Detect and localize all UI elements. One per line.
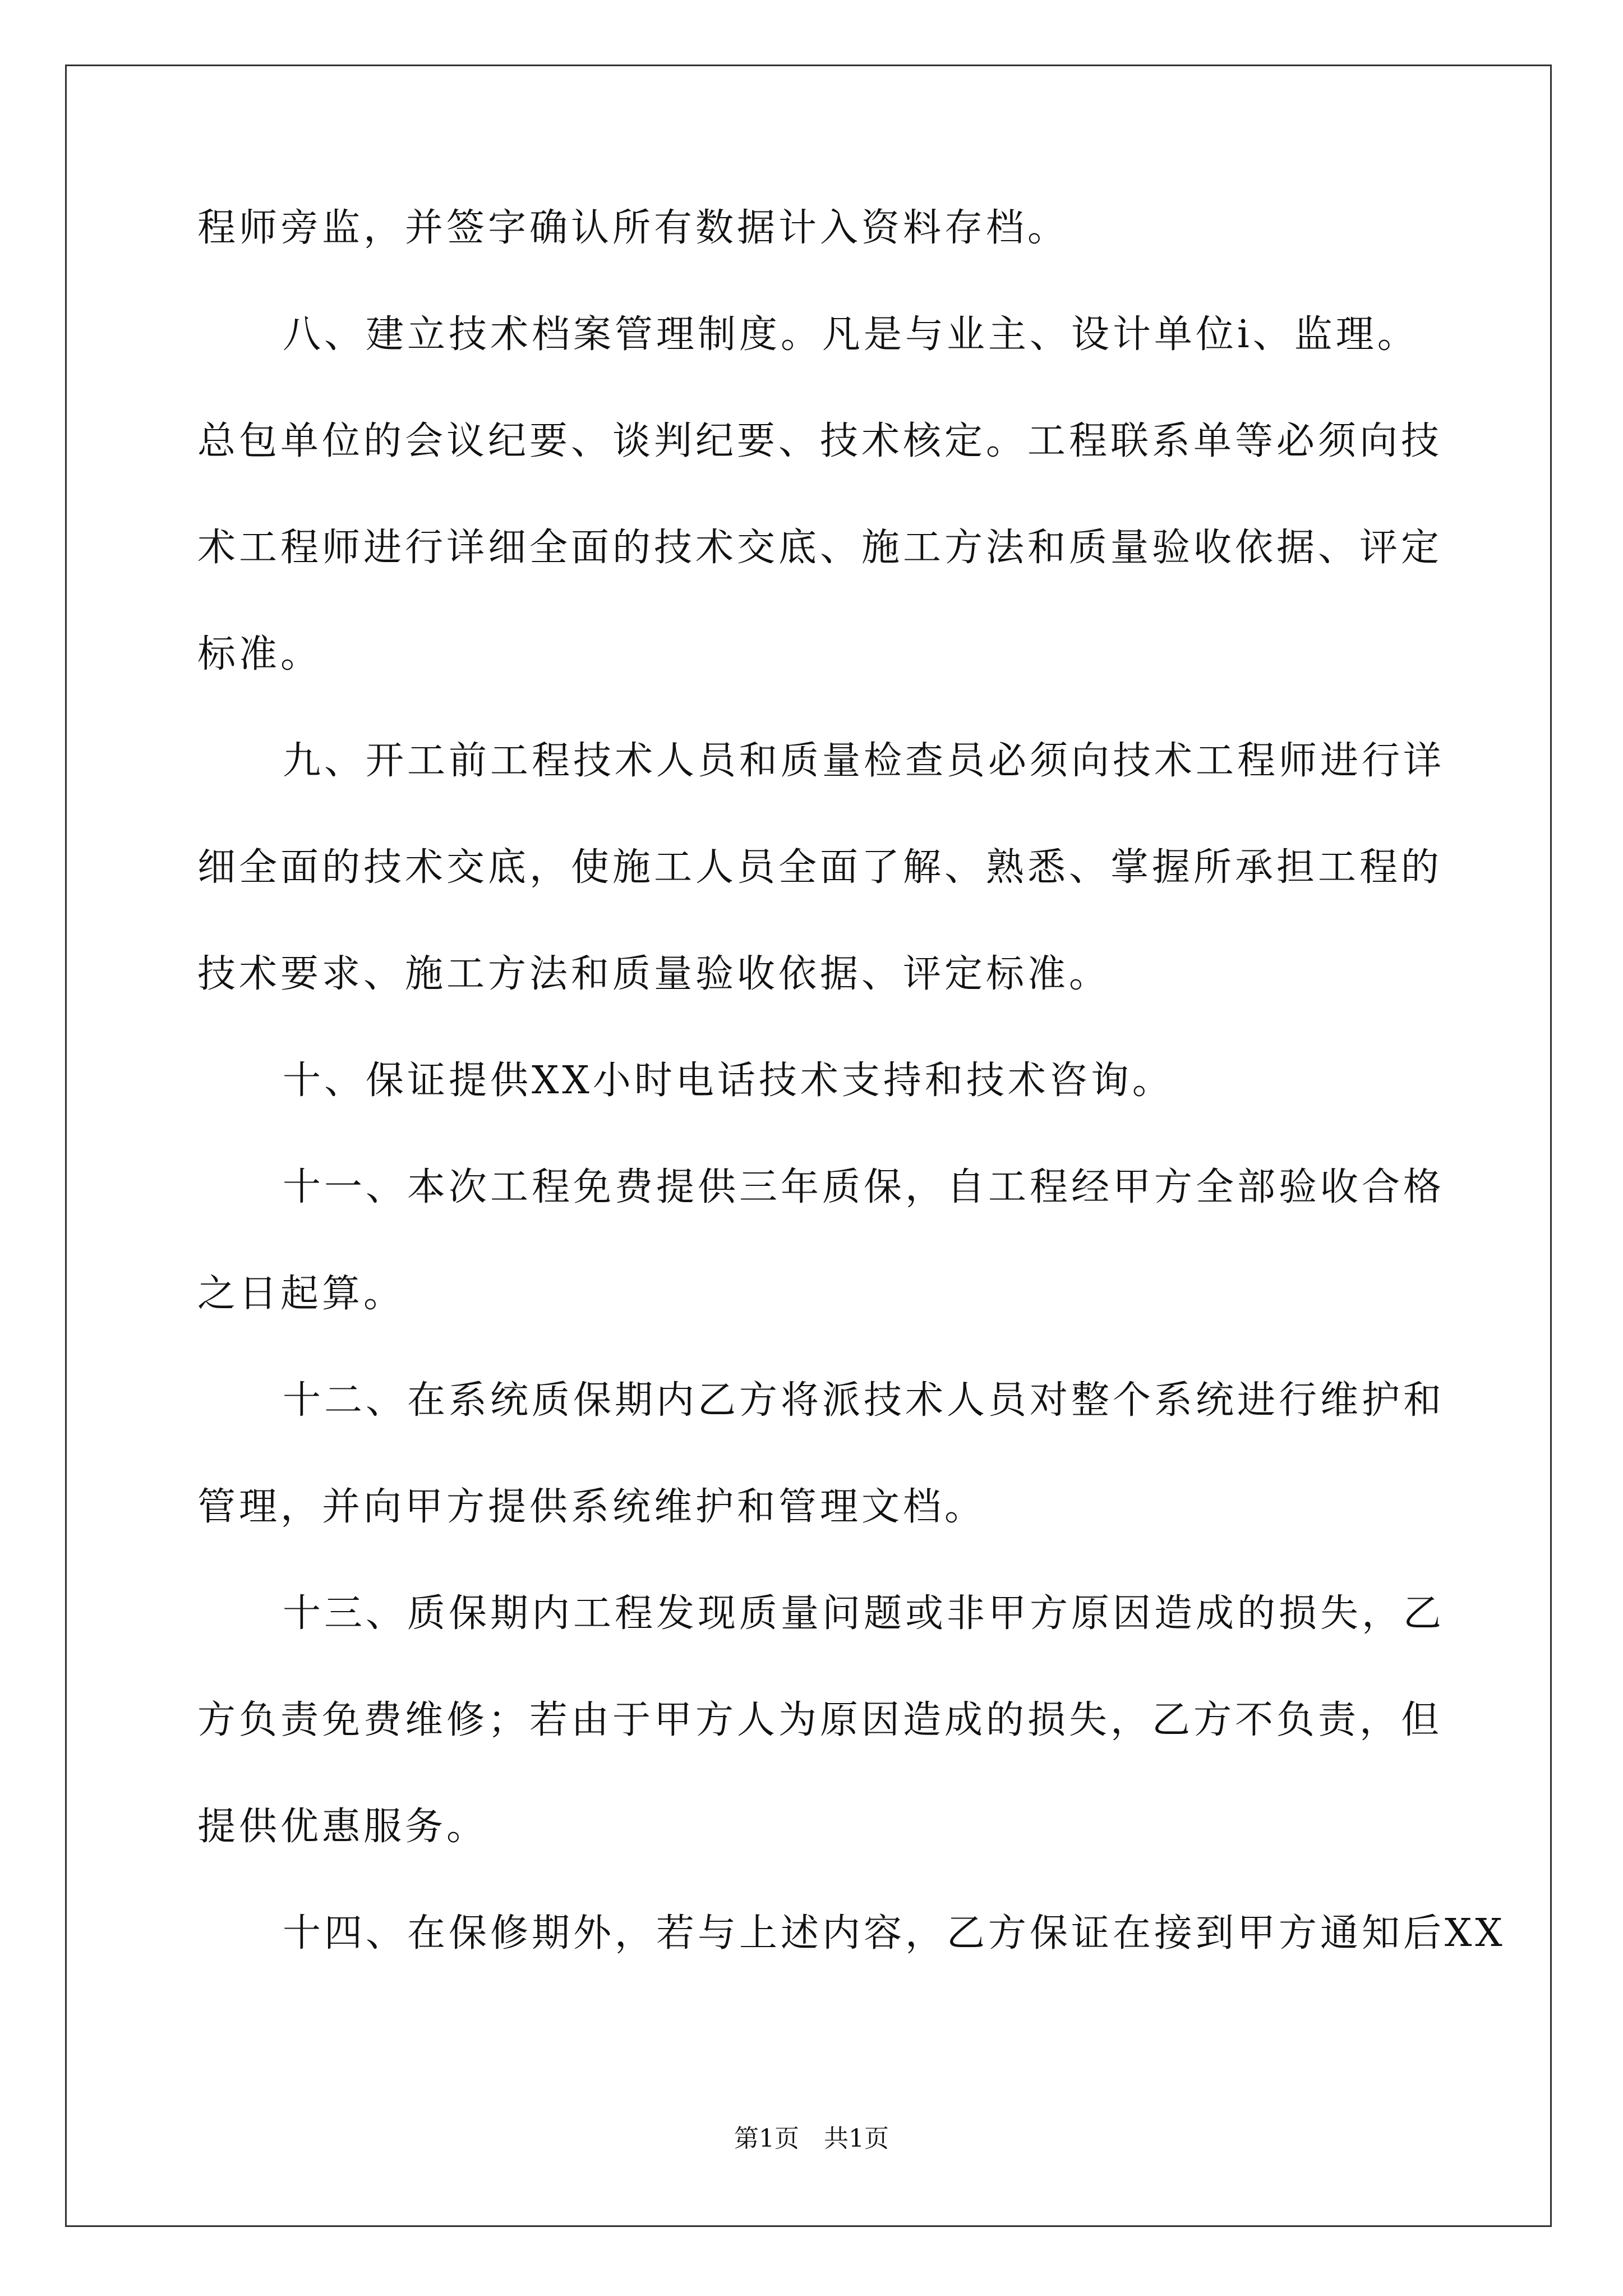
text-line: 技术要求、施工方法和质量验收依据、评定标准。 [197, 952, 1111, 996]
text-line: 方负责免费维修；若由于甲方人为原因造成的损失，乙方不负责，但 [197, 1698, 1443, 1742]
page-footer: 第1页 共1页 [734, 2124, 889, 2153]
text-line: 提供优惠服务。 [197, 1805, 488, 1849]
paragraph-12-line: 十二、在系统质保期内乙方将派技术人员对整个系统进行维护和 [283, 1378, 1445, 1423]
text-line: 术工程师进行详细全面的技术交底、施工方法和质量验收依据、评定 [197, 526, 1443, 570]
paragraph-14-line: 十四、在保修期外，若与上述内容，乙方保证在接到甲方通知后XX [283, 1911, 1506, 1955]
text-line: 标准。 [197, 632, 322, 677]
text-line: 总包单位的会议纪要、谈判纪要、技术核定。工程联系单等必须向技 [197, 419, 1443, 463]
paragraph-11-line: 十一、本次工程免费提供三年质保，自工程经甲方全部验收合格 [283, 1165, 1445, 1209]
text-line: 之日起算。 [197, 1272, 405, 1316]
paragraph-10-line: 十、保证提供XX小时电话技术支持和技术咨询。 [283, 1059, 1174, 1103]
text-line: 程师旁监，并签字确认所有数据计入资料存档。 [197, 206, 1069, 250]
document-body [197, 203, 1506, 2015]
paragraph-8-line: 八、建立技术档案管理制度。凡是与业主、设计单位i、监理。 [283, 312, 1419, 357]
paragraph-13-line: 十三、质保期内工程发现质量问题或非甲方原因造成的损失，乙 [283, 1591, 1445, 1636]
text-line: 细全面的技术交底，使施工人员全面了解、熟悉、掌握所承担工程的 [197, 845, 1443, 890]
paragraph-9-line: 九、开工前工程技术人员和质量检查员必须向技术工程师进行详 [283, 739, 1445, 783]
text-line: 管理，并向甲方提供系统维护和管理文档。 [197, 1485, 986, 1529]
